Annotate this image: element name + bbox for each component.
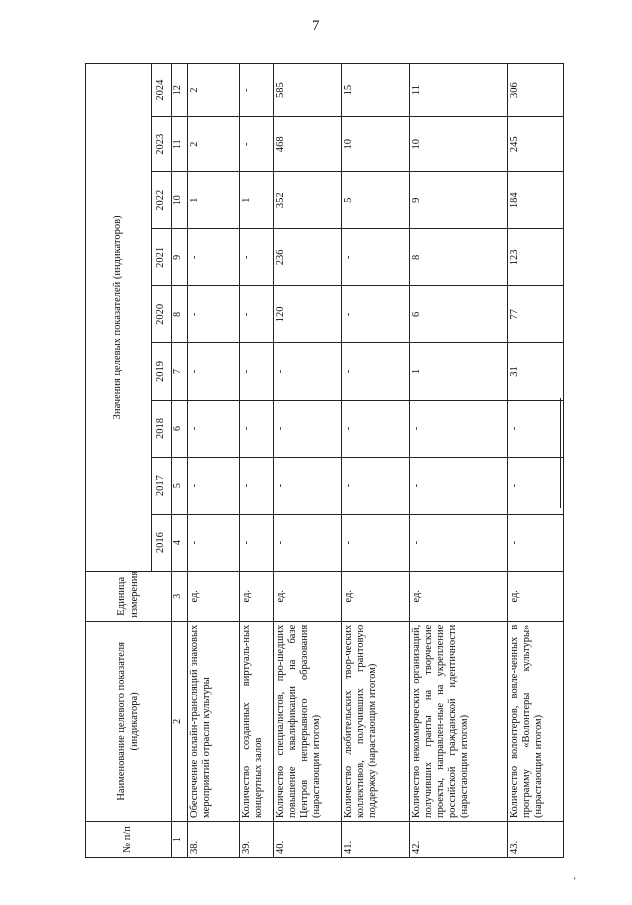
- value-cell: -: [240, 514, 274, 571]
- value-cell: -: [240, 457, 274, 514]
- value-cell: 10: [410, 117, 508, 172]
- indicator-name: Количество созданных виртуаль-ных концертных залов: [240, 621, 274, 821]
- column-index: 6: [172, 400, 188, 457]
- value-cell: 10: [342, 117, 410, 172]
- value-cell: -: [188, 514, 240, 571]
- year-header: 2021: [152, 229, 172, 286]
- row-number: 40.: [274, 821, 342, 857]
- column-index: 9: [172, 229, 188, 286]
- year-header: 2016: [152, 514, 172, 571]
- column-index-row: [172, 64, 188, 858]
- value-cell: -: [342, 457, 410, 514]
- year-header: 2019: [152, 343, 172, 400]
- year-header: 2023: [152, 117, 172, 172]
- value-cell: 245: [508, 117, 564, 172]
- row-number: 41.: [342, 821, 410, 857]
- table-row: [410, 64, 508, 858]
- indicators-table: [85, 63, 564, 858]
- unit-cell: ед.: [274, 571, 342, 621]
- year-header: 2022: [152, 172, 172, 229]
- column-index: 1: [172, 821, 188, 857]
- column-index: 10: [172, 172, 188, 229]
- value-cell: 15: [342, 64, 410, 117]
- row-number: 43.: [508, 821, 564, 857]
- col-header-name: Наименование целевого показателя (индикатора): [86, 621, 172, 821]
- value-cell: -: [188, 457, 240, 514]
- value-cell: 8: [410, 229, 508, 286]
- value-cell: -: [342, 343, 410, 400]
- value-cell: 585: [274, 64, 342, 117]
- value-cell: 236: [274, 229, 342, 286]
- value-cell: -: [240, 343, 274, 400]
- value-cell: 306: [508, 64, 564, 117]
- column-index: 8: [172, 286, 188, 343]
- year-header: 2018: [152, 400, 172, 457]
- value-cell: -: [240, 64, 274, 117]
- table-row: [274, 64, 342, 858]
- value-cell: 1: [188, 172, 240, 229]
- value-cell: 120: [274, 286, 342, 343]
- value-cell: 9: [410, 172, 508, 229]
- value-cell: -: [240, 229, 274, 286]
- value-cell: -: [410, 400, 508, 457]
- value-cell: -: [410, 457, 508, 514]
- column-index: 7: [172, 343, 188, 400]
- value-cell: 6: [410, 286, 508, 343]
- col-header-values: Значения целевых показателей (индикаторов): [86, 64, 152, 572]
- value-cell: -: [188, 400, 240, 457]
- value-cell: 123: [508, 229, 564, 286]
- column-index: 5: [172, 457, 188, 514]
- column-index: 3: [172, 571, 188, 621]
- value-cell: 11: [410, 64, 508, 117]
- column-index: 2: [172, 621, 188, 821]
- indicator-name: Количество волонтеров, вовле-ченных в программу «Волонтеры культуры» (нарастающим итогом): [508, 621, 564, 821]
- value-cell: -: [274, 343, 342, 400]
- col-header-unit: Единица измерения: [86, 571, 172, 621]
- value-cell: -: [240, 117, 274, 172]
- value-cell: -: [188, 229, 240, 286]
- unit-cell: ед.: [240, 571, 274, 621]
- value-cell: -: [342, 400, 410, 457]
- value-cell: -: [274, 514, 342, 571]
- indicator-name: Количество специалистов, про-шедших повышение квалификации на базе Центров непрерывного образования (нарастающим итогом): [274, 621, 342, 821]
- unit-cell: ед.: [508, 571, 564, 621]
- value-cell: -: [188, 286, 240, 343]
- value-cell: 468: [274, 117, 342, 172]
- table-row: [188, 64, 240, 858]
- value-cell: -: [342, 229, 410, 286]
- column-index: 11: [172, 117, 188, 172]
- value-cell: -: [240, 400, 274, 457]
- column-index: 4: [172, 514, 188, 571]
- table-row: [508, 64, 564, 858]
- value-cell: 2: [188, 64, 240, 117]
- value-cell: 2: [188, 117, 240, 172]
- row-number: 39.: [240, 821, 274, 857]
- table-row: [240, 64, 274, 858]
- year-header: 2020: [152, 286, 172, 343]
- indicators-table-rotated: [85, 63, 545, 858]
- value-cell: -: [188, 343, 240, 400]
- indicator-name: Количество любительских твор-ческих коллективов, получивших грантовую поддержку (нарастающим итогом): [342, 621, 410, 821]
- column-index: 12: [172, 64, 188, 117]
- year-header: 2024: [152, 64, 172, 117]
- value-cell: -: [508, 514, 564, 571]
- indicator-name: Обеспечение онлайн-трансляций знаковых мероприятий отрасли культуры: [188, 621, 240, 821]
- value-cell: 5: [342, 172, 410, 229]
- value-cell: 77: [508, 286, 564, 343]
- value-cell: -: [508, 400, 564, 457]
- table-row: [342, 64, 410, 858]
- unit-cell: ед.: [342, 571, 410, 621]
- value-cell: 31: [508, 343, 564, 400]
- row-number: 42.: [410, 821, 508, 857]
- unit-cell: ед.: [188, 571, 240, 621]
- col-header-num: № п/п: [86, 821, 172, 857]
- year-header: 2017: [152, 457, 172, 514]
- value-cell: -: [342, 514, 410, 571]
- value-cell: -: [410, 514, 508, 571]
- page-number: 7: [312, 18, 320, 34]
- unit-cell: ед.: [410, 571, 508, 621]
- row-number: 38.: [188, 821, 240, 857]
- value-cell: -: [342, 286, 410, 343]
- value-cell: 184: [508, 172, 564, 229]
- value-cell: -: [274, 400, 342, 457]
- value-cell: 1: [240, 172, 274, 229]
- stray-mark: ‘: [573, 876, 577, 887]
- indicator-name: Количество некоммерческих организаций, получивших гранты на творческие проекты, направлен-ные на укрепление российской гражданской идентичности (нарастающим итогом): [410, 621, 508, 821]
- value-cell: 352: [274, 172, 342, 229]
- value-cell: -: [274, 457, 342, 514]
- value-cell: -: [240, 286, 274, 343]
- value-cell: 1: [410, 343, 508, 400]
- value-cell: -: [508, 457, 564, 514]
